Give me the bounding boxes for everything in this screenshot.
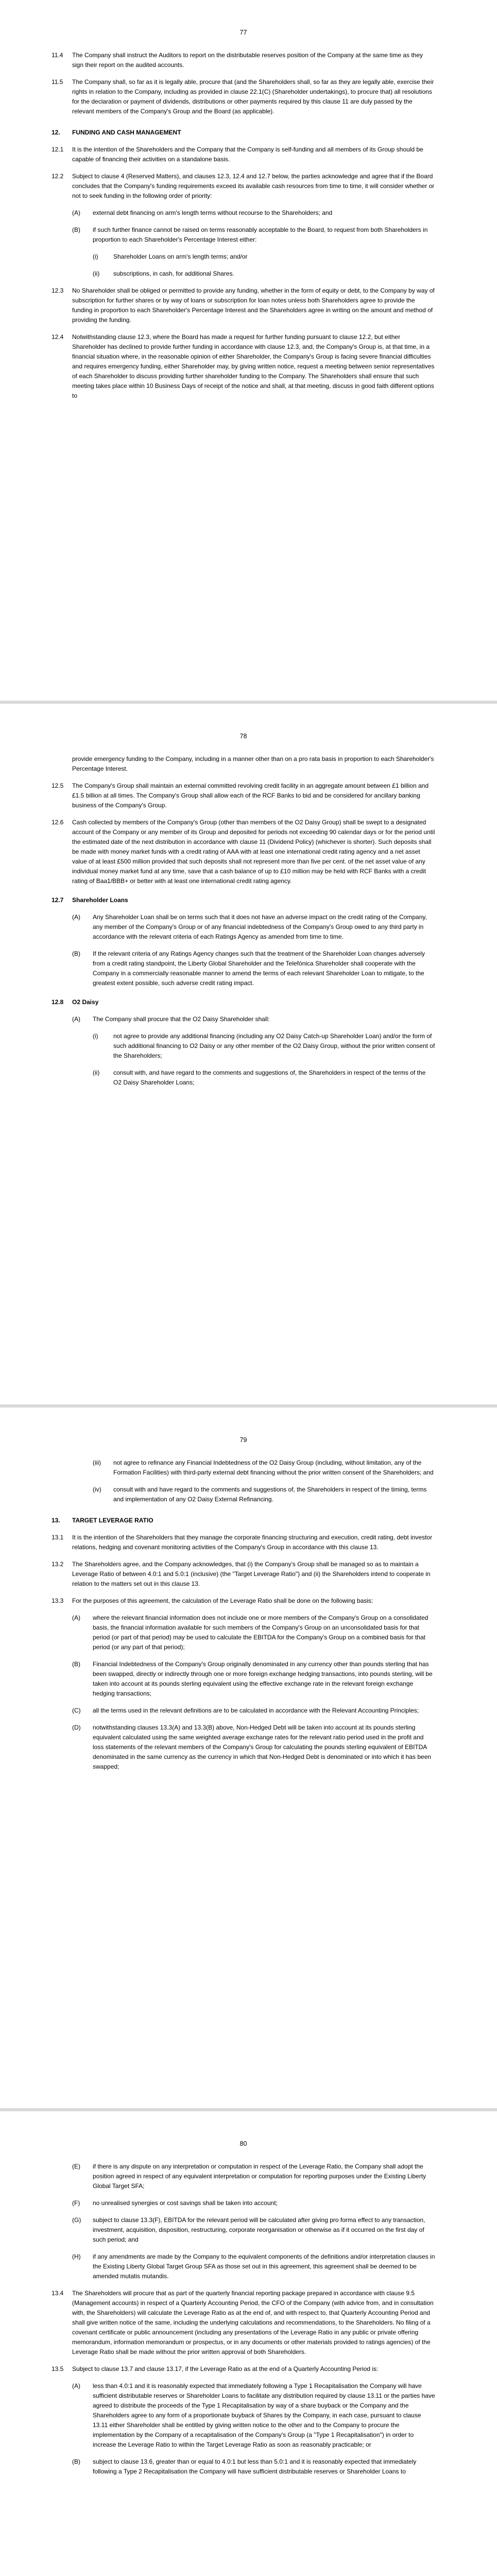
sub-clause-text: Financial Indebtedness of the Company's Group originally denominated in any currency other than pounds sterling that has been swapped, directly or indirectly through one or more foreign exchange hedging transactions, into pounds sterling, will be taken into account at its pounds sterling equivalent using the effective exchange rate in the relevant foreign exchange hedging transactions; [93,1660,433,1697]
clause-text: Subject to clause 4 (Reserved Matters), and clauses 12.3, 12.4 and 12.7 below, the parties acknowledge and agree that if the Board concludes that the Company's funding requirements exceed its available cash resources from time to time, it will consider whether or not to seek funding in the following order of priority: [72,173,435,199]
clause-number: 12.2 [52,173,64,180]
clause [52,145,435,164]
clause-number: 12.1 [52,146,64,153]
sub-clause [72,2198,435,2208]
section-number: 12. [52,129,60,136]
sub-clause-number: (A) [72,913,80,921]
subsection-heading [52,895,435,905]
sub-clause [72,2381,435,2450]
continued-text: provide emergency funding to the Company, including in a manner other than on a pro rata basis in proportion to each Shareholder's Percentage Interest. [72,755,434,772]
sub-clause-number: (A) [72,2382,80,2389]
clause [52,1596,435,1606]
clause [52,172,435,201]
sub-clause [72,2162,435,2191]
clause [52,1533,435,1552]
sub-clause-number: (A) [72,1015,80,1023]
clause-text: The Shareholders will procure that as part of the quarterly financial reporting package prepared in accordance with clause 9.5 (Management accounts) in respect of a Quarterly Accounting Period, the CFO of the Company (with advice from, and in consultation with, the Shareholders) will calculate the Leverage Ratio as at the end of, and with respect to, that Quarterly Accounting Period and shall give written notice of the same, including the underlying calculations and recommendations, to the Shareholders. No filing of a covenant certificate or public announcement (including any presentations of the Leverage Ratio in any public or private offering memorandum, information memorandum or prospectus, or in any documents or other materials provided to ratings agencies) of the Leverage Ratio shall be made without the prior written approval of both Shareholders. [72,2290,434,2355]
clause-number: 13.5 [52,2365,64,2372]
sub-sub-clause [93,252,435,262]
sub-sub-clause [93,1068,435,1088]
subsection-number: 12.7 [52,896,64,904]
sub-clause [72,1014,435,1024]
clause [52,2289,435,2357]
page-number: 78 [239,733,247,740]
clause-number: 13.2 [52,1561,64,1568]
page [0,704,497,1404]
sub-clause-text: where the relevant financial information does not include one or more members of the Company's Group on a consolidated basis, the financial information available for such members of the Company's Group on an unconsolidated basis for that period (or part of that period) may be used to calculate the EBITDA for the Company's Group on a combined basis for that period (or any part of that period); [93,1614,429,1651]
section-title: TARGET LEVERAGE RATIO [72,1517,153,1524]
sub-sub-clause-text: subscriptions, in cash, for additional Shares. [113,270,234,277]
clause-text: It is the intention of the Shareholders and the Company that the Company is self-funding and all members of its Group should be capable of financing their activities on a standalone basis. [72,146,423,163]
sub-clause [72,1706,435,1716]
clause-number: 13.3 [52,1597,64,1604]
sub-clause [72,225,435,245]
sub-sub-clause-text: not agree to refinance any Financial Indebtedness of the O2 Daisy Group (including, without limitation, any of the Formation Facilities) with third-party external debt financing without the prior written consent of the Shareholders; and [113,1459,434,1476]
clause-number: 11.5 [52,78,63,86]
sub-clause-text: Any Shareholder Loan shall be on terms such that it does not have an adverse impact on the credit rating of the Company, any member of the Company's Group or of any financial indebtedness of the Company's Group owed to any third party in accordance with the relevant criteria of each Ratings Agency as amended from time to time. [93,913,427,940]
sub-clause-number: (E) [72,2163,80,2170]
sub-clause-text: less than 4.0:1 and it is reasonably expected that immediately following a Type 1 Recapitalisation the Company will have sufficient distributable reserves or Shareholder Loans to facilitate any distribution required by clause 13.11 or the parties have agreed to distribute the proceeds of the Type 1 Recapitalisation by way of a share buyback or the Company and the Shareholders agree to any form of a proportionate buyback of Shares by the Company, in each case, pursuant to clause 13.11 either Shareholder shall be entitled by giving written notice to the other and to the Company to procure the implementation by the Company of a recapitalisation of the Company's Group (a "Type 1 Recapitalisation") in order to increase the Leverage Ratio to within the Target Leverage Ratio as soon as reasonably practicable; or [93,2382,435,2448]
clause-text: The Shareholders agree, and the Company acknowledges, that (i) the Company's Group shall be managed so as to maintain a Leverage Ratio of between 4.0:1 and 5.0:1 (inclusive) (the "Target Leverage Ratio") and (ii) the Shareholders intend to cooperate in relation to the matters set out in this clause 13. [72,1561,431,1587]
clause-number: 12.5 [52,782,64,789]
sub-sub-clause-text: not agree to provide any additional financing (including any O2 Daisy Catch-up Shareholder Loan) and/or the form of such additional financing to O2 Daisy or any other member of the O2 Daisy Group, without the prior written consent of the Shareholders; [113,1032,435,1059]
clause-text: Notwithstanding clause 12.3, where the Board has made a request for further funding pursuant to clause 12.2, but either Shareholder has declined to provide further funding in accordance with clause 12.3, and, the Company's Group is, at that time, in a financial situation where, in the reasonable opinion of either Shareholder, the Company's Group is facing severe financial difficulties and requires emergency funding, either Shareholder may, by giving written notice, request a meeting between senior representatives of each Shareholder to discuss providing further shareholder funding to the Company. The Shareholders shall ensure that such meeting takes place within 10 Business Days of receipt of the notice and shall, at that meeting, discuss in good faith different options to [72,333,435,399]
sub-sub-clause-number: (i) [93,253,98,260]
sub-clause-text: notwithstanding clauses 13.3(A) and 13.3(B) above, Non-Hedged Debt will be taken into account at its pounds sterling equivalent calculated using the same weighted average exchange rates for the relevant ratio period used in the profit and loss statements of the relevant members of the Company's Group for calculating the pounds sterling equivalent of EBITDA denominated in the same currency as the currency in which that Non-Hedged Debt is denominated or into which it has been swapped; [93,1724,432,1770]
sub-sub-clause-text: Shareholder Loans on arm's length terms; and/or [113,253,248,260]
sub-clause [72,949,435,988]
sub-clause-text: The Company shall procure that the O2 Daisy Shareholder shall: [93,1015,270,1023]
sub-clause-number: (B) [72,2458,80,2465]
clause-number: 11.4 [52,52,63,59]
sub-clause-text: If the relevant criteria of any Ratings Agency changes such that the treatment of the Shareholder Loan changes adversely from a credit rating standpoint, the Liberty Global Shareholder and the Telefónica Shareholder shall cooperate with the Company in a commercially reasonable manner to amend the terms of each relevant Shareholder Loan to mitigate, to the greatest extent possible, such adverse credit rating impact. [93,950,425,987]
sub-sub-clause-number: (iv) [93,1486,101,1493]
sub-clause-text: if there is any dispute on any interpretation or computation in respect of the Leverage Ratio, the Company shall adopt the position agreed in respect of any equivalent interpretation or computation for reporting purposes under the Existing Liberty Global Target SFA; [93,2163,426,2190]
clause-text: The Company's Group shall maintain an external committed revolving credit facility in an aggregate amount between £1 billion and £1.5 billion at all times. The Company's Group shall allow each of the RCF Banks to bid and be considered for ancillary banking business of the Company's Group. [72,782,429,809]
clause [52,286,435,325]
sub-sub-clause-text: consult with, and have regard to the comments and suggestions of, the Shareholders in respect of the terms of the O2 Daisy Shareholder Loans; [113,1069,426,1086]
sub-sub-clause [93,1031,435,1061]
sub-clause [72,1613,435,1652]
sub-sub-clause [93,269,435,279]
sub-clause-number: (F) [72,2199,80,2207]
section-heading [52,1516,435,1526]
sub-sub-clause-number: (ii) [93,270,100,277]
sub-sub-clause-number: (iii) [93,1459,101,1466]
clause-text: Cash collected by members of the Company's Group (other than members of the O2 Daisy Group) shall be swept to a designated account of the Company or any member of its Group and deposited for periods not exceeding 90 calendar days or for the period until the estimated date of the next distribution in accordance with clause 11 (Dividend Policy) (whichever is shorter). Such deposits shall be made with money market funds with a credit rating of AAA with at least one international credit rating agency and a net asset value of at least £500 million provided that such deposits shall not represent more than five per cent. of the net asset value of any individual money market fund at any time, save that a cash balance of up to £10 million may be held with RCF Banks with a credit rating of Baa1/BBB+ or better with at least one international credit rating agency. [72,819,435,885]
sub-clause-number: (C) [72,1707,81,1714]
section-title: FUNDING AND CASH MANAGEMENT [72,129,181,136]
clause-number: 13.1 [52,1534,64,1541]
sub-clause-number: (A) [72,209,80,216]
clause [52,50,435,70]
section-heading [52,128,435,138]
sub-sub-clause [93,1485,435,1504]
page [0,0,497,701]
clause [52,332,435,401]
sub-sub-clause-text: consult with and have regard to the comments and suggestions of, the Shareholders in respect of the timing, terms and implementation of any O2 Daisy External Refinancing. [113,1486,427,1503]
subsection-number: 12.8 [52,998,64,1006]
clause-number: 12.6 [52,819,64,826]
clause [52,1560,435,1589]
sub-clause [72,2252,435,2281]
clause-text: It is the intention of the Shareholders that they manage the corporate financing structuring and execution, credit rating, debt investor relations, hedging and covenant monitoring activities of the Company's Group in accordance with this clause 13. [72,1534,433,1551]
sub-clause-text: all the terms used in the relevant definitions are to be calculated in accordance with the Relevant Accounting Principles; [93,1707,419,1714]
clause-text: The Company shall, so far as it is legally able, procure that (and the Shareholders shall, so far as they are legally able, exercise their rights in relation to the Company, including as provided in clause 22.1(C) (Shareholder undertakings), to procure that) all resolutions for the declaration or payment of dividends, distributions or other payments required by this clause 11 are duly passed by the relevant members of the Company's Group and the Board (as applicable). [72,78,434,115]
sub-clause-text: if such further finance cannot be raised on terms reasonably acceptable to the Board, to request from both Shareholders in proportion to each Shareholder's Percentage Interest either: [93,226,428,243]
subsection-title: O2 Daisy [72,998,99,1006]
page-number: 80 [239,2140,247,2147]
sub-clause-text: external debt financing on arm's length terms without recourse to the Shareholders; and [93,209,333,216]
sub-clause-number: (B) [72,1660,80,1668]
page [0,2111,497,2576]
clause [52,2364,435,2374]
sub-clause [72,2215,435,2245]
clause [52,818,435,886]
subsection-title: Shareholder Loans [72,896,128,904]
clause-text: For the purposes of this agreement, the calculation of the Leverage Ratio shall be done on the following basis: [72,1597,373,1604]
clause-text: The Company shall instruct the Auditors to report on the distributable reserves position of the Company at the same time as they sign their report on the audited accounts. [72,52,423,69]
sub-clause-text: subject to clause 13.3(F), EBITDA for the relevant period will be calculated after giving pro forma effect to any transaction, investment, acquisition, disposition, restructuring, corporate reorganisation or otherwise as if it occurred on the first day of such period; and [93,2216,425,2243]
sub-clause-number: (A) [72,1614,80,1621]
sub-clause [72,208,435,218]
sub-clause-number: (H) [72,2253,81,2260]
sub-clause-text: subject to clause 13.6, greater than or equal to 4.0:1 but less than 5.0:1 and it is reasonably expected that immediately following a Type 2 Recapitalisation the Company will have sufficient distributable reserves or Shareholder Loans to [93,2458,417,2475]
sub-clause [72,2457,435,2477]
clause [52,781,435,810]
sub-clause-text: no unrealised synergies or cost savings shall be taken into account; [93,2199,278,2207]
clause [52,77,435,116]
clause-number: 13.4 [52,2290,64,2297]
subsection-heading [52,997,435,1007]
sub-clause-number: (B) [72,226,80,233]
sub-clause-number: (G) [72,2216,81,2224]
sub-clause [72,1659,435,1699]
sub-sub-clause [93,1458,435,1478]
sub-sub-clause-number: (i) [93,1032,98,1040]
sub-clause-text: if any amendments are made by the Company to the equivalent components of the definitions and/or interpretation clauses in the Existing Liberty Global Target Group SFA as those set out in this agreement, this agreement shall be deemed to be amended mutatis mutandis. [93,2253,435,2280]
clause-text: No Shareholder shall be obliged or permitted to provide any funding, whether in the form of equity or debt, to the Company by way of subscription for further shares or by way of loans or subscription for loan notes unless both Shareholders agree to provide the funding in proportion to each Shareholder's Percentage Interest and the Shareholders agree in writing on the amount and method of providing the funding. [72,287,435,324]
clause-number: 12.3 [52,287,64,294]
page-number: 79 [239,1436,247,1444]
sub-sub-clause-number: (ii) [93,1069,100,1076]
page-number: 77 [239,29,247,36]
clause-text: Subject to clause 13.7 and clause 13.17, if the Leverage Ratio as at the end of a Quarterly Accounting Period is: [72,2365,379,2372]
section-number: 13. [52,1517,60,1524]
page [0,1408,497,2108]
sub-clause-number: (D) [72,1724,81,1731]
sub-clause-number: (B) [72,950,80,957]
clause-number: 12.4 [52,333,64,341]
sub-clause [72,912,435,942]
sub-clause [72,1723,435,1772]
